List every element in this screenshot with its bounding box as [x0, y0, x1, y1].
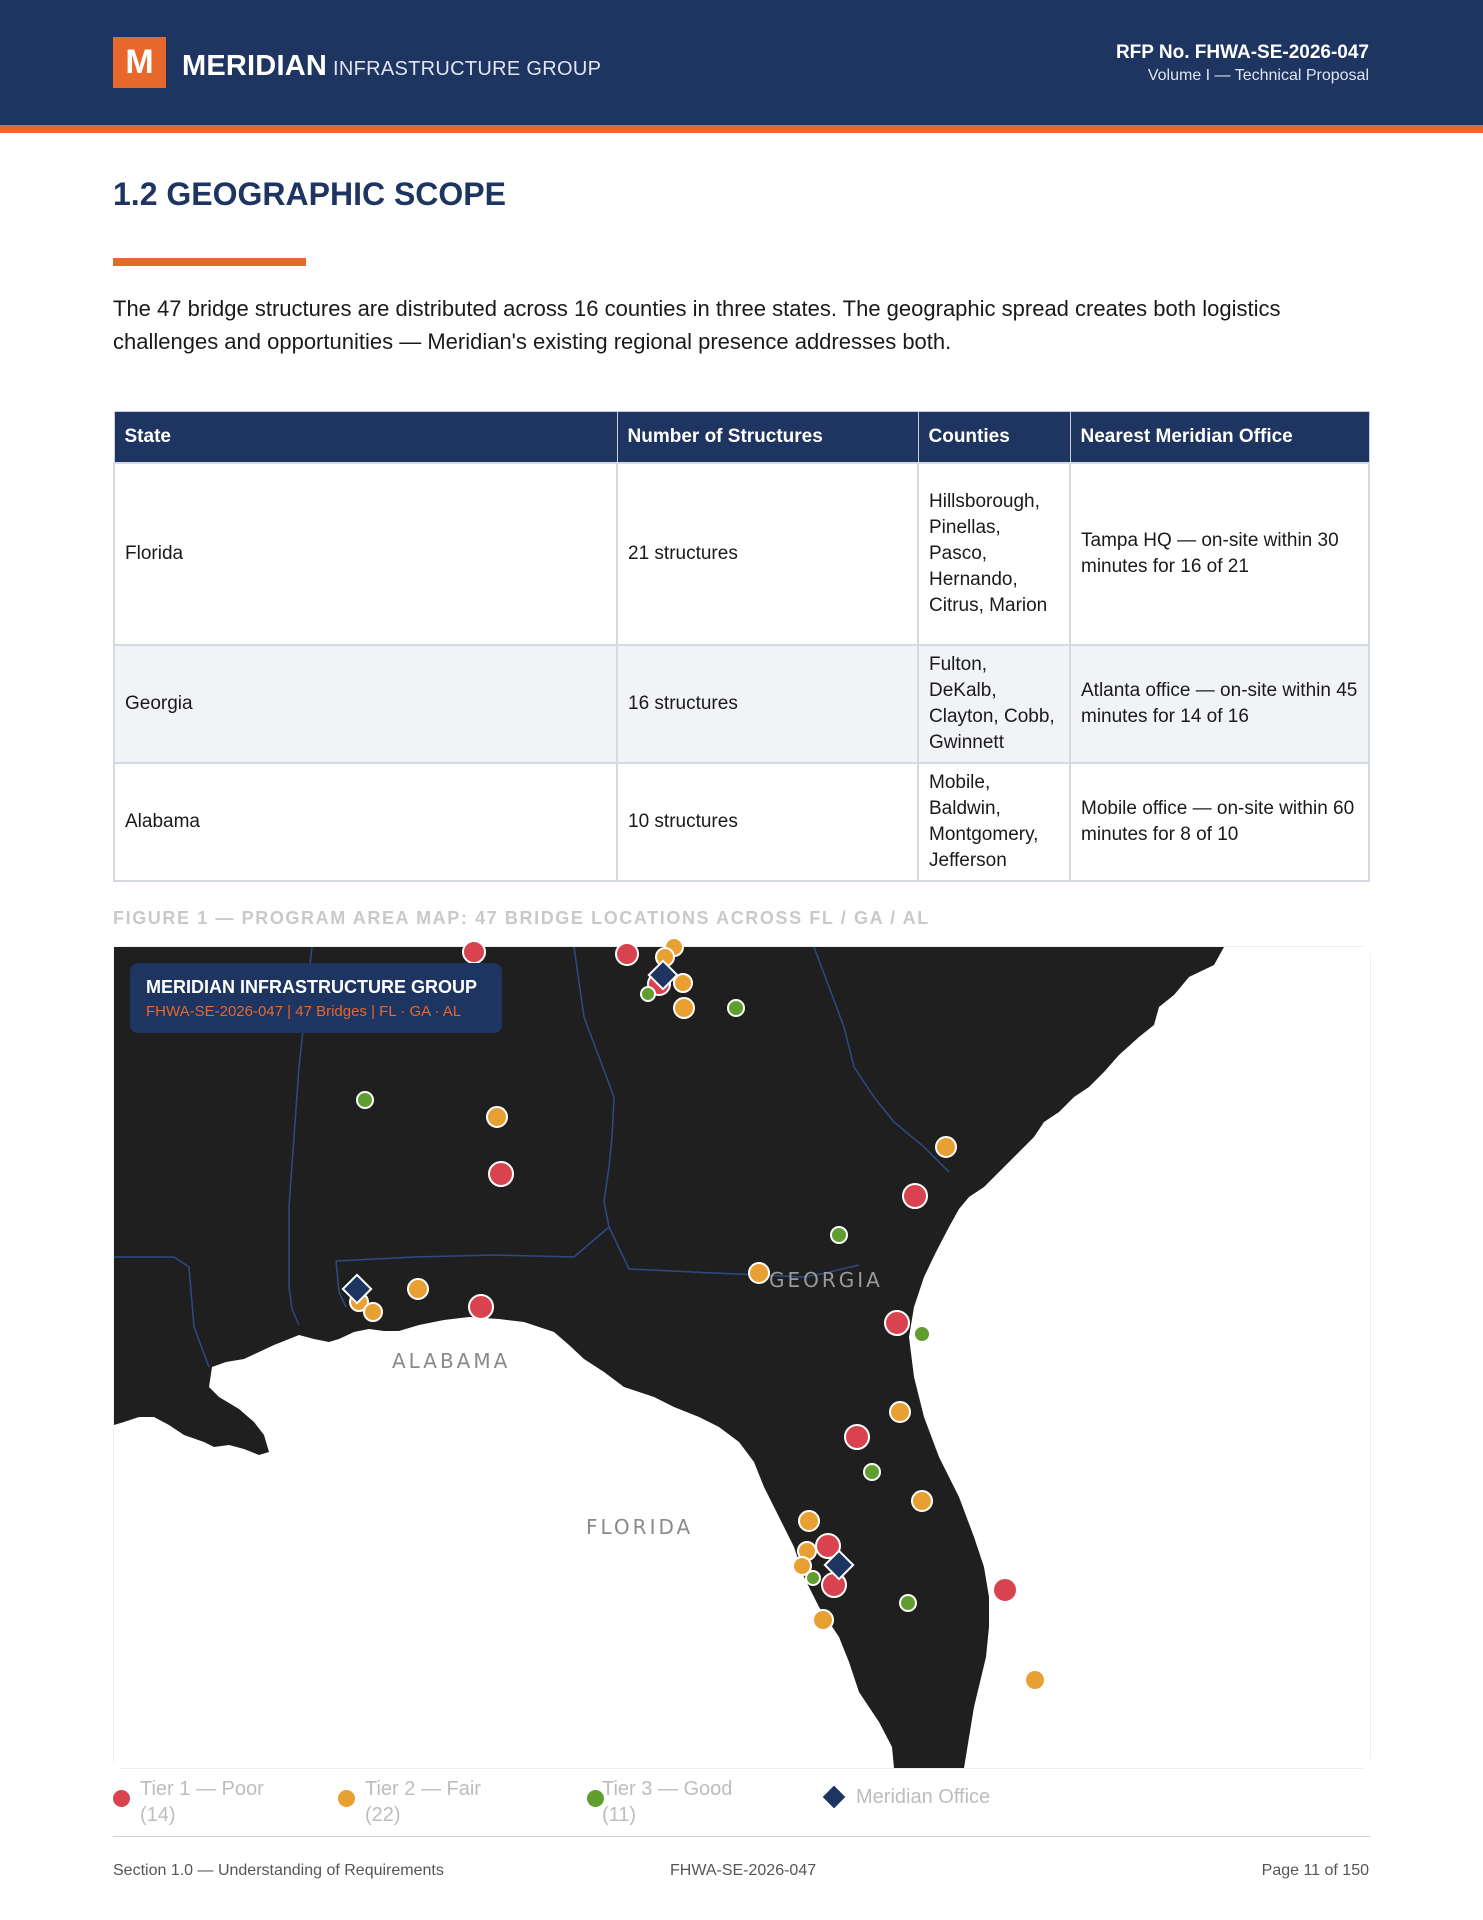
- table-cell: Mobile office — on-site within 60 minutes for 8 of 10: [1070, 763, 1369, 881]
- table-row: [114, 645, 1369, 763]
- marker-tier3[interactable]: [641, 987, 655, 1001]
- marker-tier1[interactable]: [469, 1295, 493, 1319]
- program-area-map[interactable]: [113, 946, 1371, 1769]
- table-cell: Alabama: [114, 763, 617, 881]
- table-cell: Florida: [114, 463, 617, 645]
- table-cell: Mobile, Baldwin, Montgomery, Jefferson: [918, 763, 1070, 881]
- brand-name: [182, 50, 601, 83]
- legend-label: [140, 1776, 264, 1828]
- marker-tier3[interactable]: [728, 1000, 744, 1016]
- rfp-block: [1116, 42, 1369, 85]
- marker-tier2[interactable]: [749, 1263, 769, 1283]
- marker-tier3[interactable]: [914, 1326, 930, 1342]
- logo-icon: M: [113, 37, 166, 88]
- brand-title: MERIDIAN: [182, 50, 327, 82]
- footer-page-number: Page 11 of 150: [1261, 1862, 1369, 1879]
- column-header: Counties: [918, 412, 1070, 464]
- footer-rfp: FHWA-SE-2026-047: [670, 1862, 817, 1879]
- orange-dot-icon: [338, 1790, 355, 1807]
- column-header: Number of Structures: [617, 412, 918, 464]
- marker-tier2[interactable]: [799, 1511, 819, 1531]
- legend-item-office: [824, 1776, 1044, 1812]
- table-cell: Hillsborough, Pinellas, Pasco, Hernando, Citrus, Marion: [918, 463, 1070, 645]
- map-title: MERIDIAN INFRASTRUCTURE GROUP: [146, 977, 477, 997]
- table-cell: 21 structures: [617, 463, 918, 645]
- table-cell: 10 structures: [617, 763, 918, 881]
- legend-label-text: Tier 3 — Good: [602, 1778, 733, 1800]
- marker-tier1[interactable]: [463, 941, 485, 963]
- marker-tier3[interactable]: [831, 1227, 847, 1243]
- marker-tier1[interactable]: [845, 1425, 869, 1449]
- page-header: [0, 0, 1483, 133]
- marker-tier1[interactable]: [993, 1578, 1017, 1602]
- state-label-florida: FLORIDA: [586, 1515, 694, 1539]
- column-header: State: [114, 412, 617, 464]
- marker-tier1[interactable]: [489, 1162, 513, 1186]
- column-header: Nearest Meridian Office: [1070, 412, 1369, 464]
- marker-tier2[interactable]: [364, 1303, 382, 1321]
- legend-count: (14): [140, 1804, 176, 1826]
- figure-caption: FIGURE 1 — PROGRAM AREA MAP: 47 BRIDGE LOCATIONS ACROSS FL / GA / AL: [113, 908, 930, 928]
- marker-tier2[interactable]: [487, 1107, 507, 1127]
- legend-count: (22): [365, 1804, 401, 1826]
- map-canvas[interactable]: [114, 947, 1370, 1768]
- marker-tier2[interactable]: [912, 1491, 932, 1511]
- marker-tier1[interactable]: [616, 943, 638, 965]
- brand-subtitle: INFRASTRUCTURE GROUP: [333, 58, 602, 80]
- legend-label-text: Meridian Office: [856, 1786, 991, 1808]
- marker-tier3[interactable]: [806, 1571, 820, 1585]
- marker-tier1[interactable]: [903, 1184, 927, 1208]
- legend-label-text: Tier 2 — Fair: [365, 1778, 481, 1800]
- table-row: [114, 463, 1369, 645]
- marker-tier2[interactable]: [674, 998, 694, 1018]
- map-legend: [111, 1776, 1371, 1826]
- marker-tier2[interactable]: [936, 1137, 956, 1157]
- state-label-alabama: ALABAMA: [392, 1349, 511, 1373]
- state-label-georgia: GEORGIA: [769, 1268, 883, 1292]
- navy-diamond-icon: [823, 1786, 846, 1809]
- footer-section: Section 1.0 — Understanding of Requirements: [113, 1862, 444, 1879]
- marker-tier3[interactable]: [357, 1092, 373, 1108]
- marker-tier3[interactable]: [864, 1464, 880, 1480]
- section-title: 1.2 GEOGRAPHIC SCOPE: [113, 176, 506, 212]
- table-cell: Georgia: [114, 645, 617, 763]
- red-dot-icon: [113, 1790, 130, 1807]
- legend-label: [365, 1776, 481, 1828]
- footer-divider: [113, 1836, 1370, 1837]
- marker-tier2[interactable]: [408, 1279, 428, 1299]
- table-header-row: [114, 412, 1369, 464]
- legend-label-text: Tier 1 — Poor: [140, 1778, 264, 1800]
- table-row: [114, 763, 1369, 881]
- marker-tier2[interactable]: [890, 1402, 910, 1422]
- intro-paragraph: The 47 bridge structures are distributed across 16 counties in three states. The geographic spread creates both logistics challenges and opportunities — Meridian's existing regional presence addresses both.: [113, 296, 1281, 354]
- map-subtitle: FHWA-SE-2026-047 | 47 Bridges | FL · GA · AL: [146, 1003, 462, 1020]
- legend-item-tier2: [336, 1776, 536, 1826]
- table-cell: Tampa HQ — on-site within 30 minutes for 16 of 21: [1070, 463, 1369, 645]
- map-title-box: [130, 963, 502, 1033]
- legend-label: [602, 1776, 732, 1828]
- table-cell: 16 structures: [617, 645, 918, 763]
- title-underline: [113, 258, 306, 266]
- marker-tier2[interactable]: [1025, 1670, 1045, 1690]
- marker-tier3[interactable]: [900, 1595, 916, 1611]
- legend-count: (11): [602, 1804, 637, 1826]
- marker-tier1[interactable]: [885, 1311, 909, 1335]
- legend-item-tier3: [585, 1776, 785, 1826]
- legend-item-tier1: [111, 1776, 311, 1826]
- table-cell: Fulton, DeKalb, Clayton, Cobb, Gwinnett: [918, 645, 1070, 763]
- marker-tier2[interactable]: [813, 1610, 833, 1630]
- table-cell: Atlanta office — on-site within 45 minutes for 14 of 16: [1070, 645, 1369, 763]
- rfp-number: RFP No. FHWA-SE-2026-047: [1115, 42, 1369, 63]
- volume-label: Volume I — Technical Proposal: [1147, 67, 1369, 84]
- scope-table: [113, 411, 1370, 882]
